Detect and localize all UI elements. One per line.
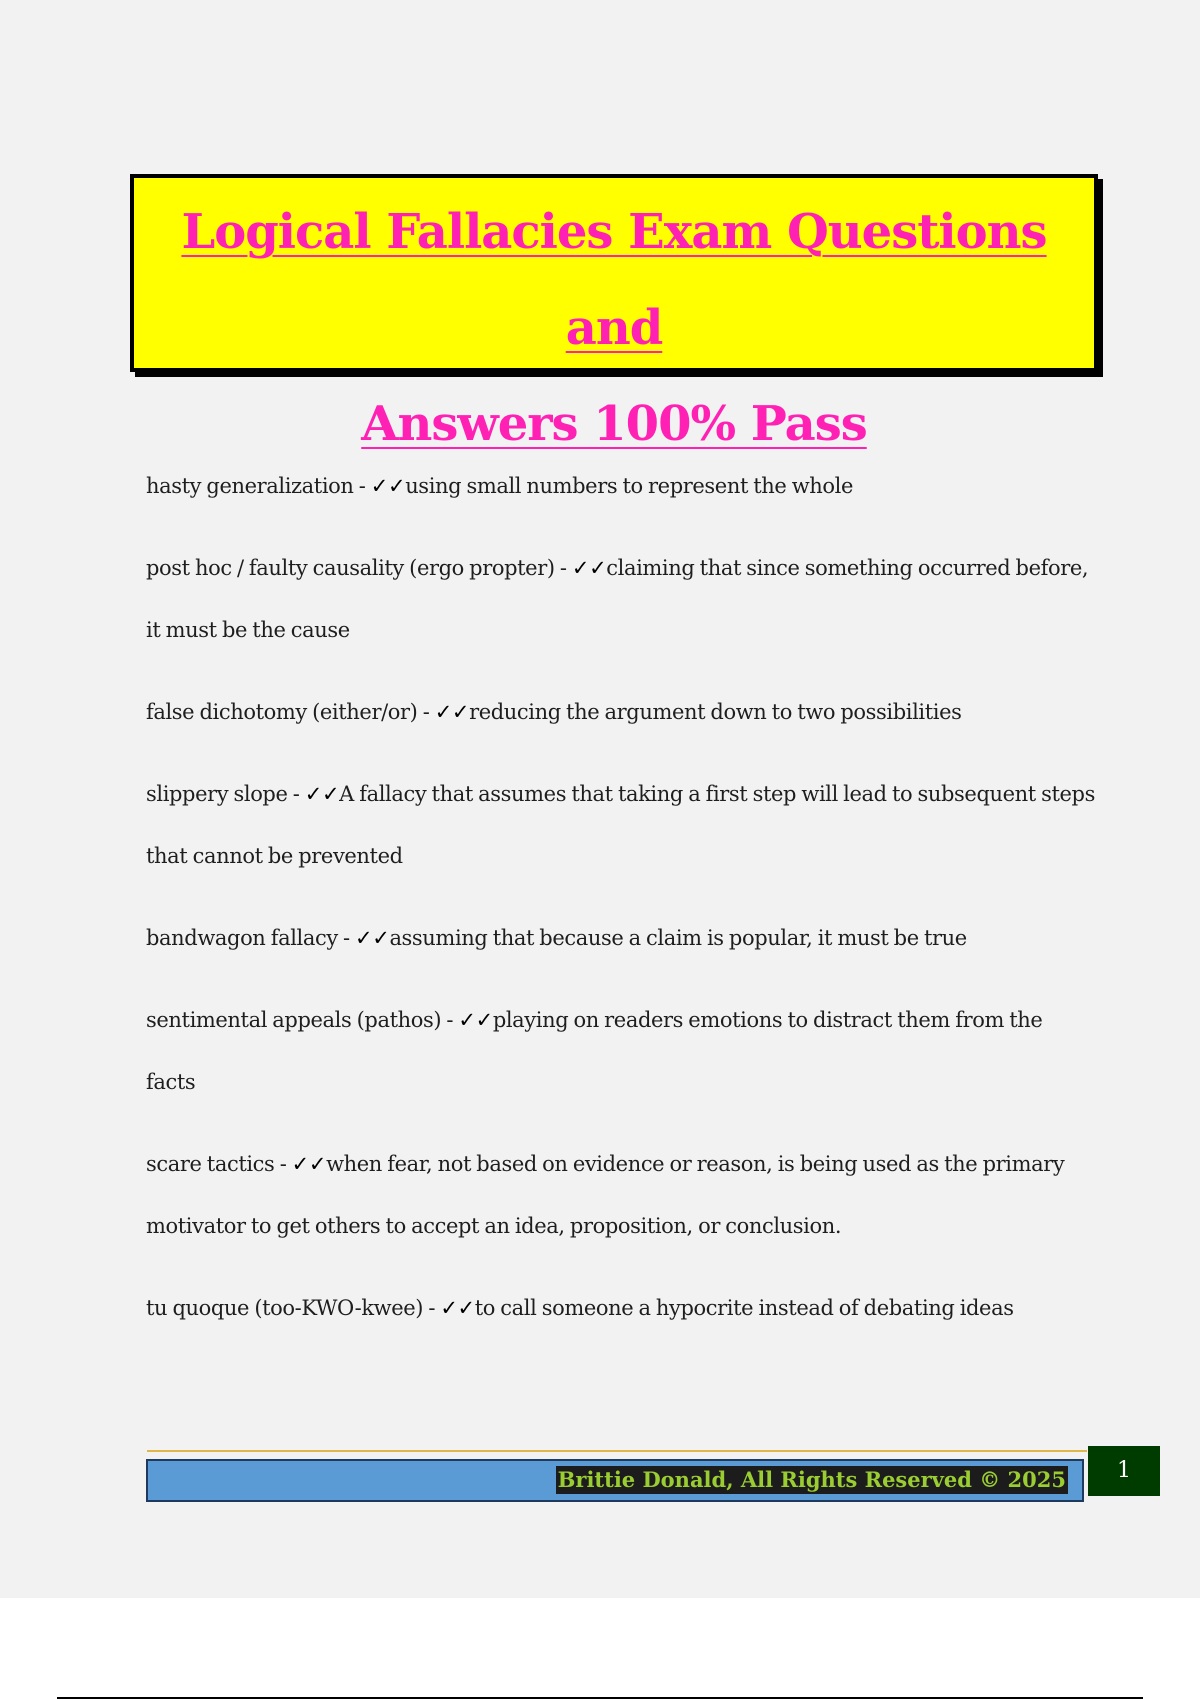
footer-divider: [147, 1450, 1087, 1452]
list-item: [146, 763, 1096, 887]
entry-definition: to call someone a hypocrite instead of debating ideas: [474, 1296, 1014, 1320]
list-item: [146, 989, 1096, 1113]
fallacy-list: [146, 455, 1096, 1359]
double-check-icon: ✓✓: [355, 926, 390, 950]
entry-definition: using small numbers to represent the whole: [405, 474, 854, 498]
double-check-icon: ✓✓: [440, 1296, 475, 1320]
list-item: [146, 537, 1096, 661]
entry-term: bandwagon fallacy -: [146, 926, 356, 950]
list-item: [146, 455, 1096, 517]
entry-definition: playing on readers emotions to distract them from the facts: [146, 1008, 1043, 1094]
entry-term: post hoc / faulty causality (ergo propter) -: [146, 556, 572, 580]
double-check-icon: ✓✓: [434, 700, 470, 724]
double-check-icon: ✓✓: [291, 1152, 327, 1176]
entry-term: hasty generalization -: [146, 474, 371, 498]
list-item: [146, 1133, 1096, 1257]
title-banner: [130, 174, 1098, 452]
double-check-icon: ✓✓: [370, 474, 406, 498]
footer-bar: [146, 1459, 1084, 1502]
page-number: 1: [1088, 1446, 1160, 1496]
entry-term: slippery slope -: [146, 782, 305, 806]
entry-definition: when fear, not based on evidence or reason, is being used as the primary motivator to get others to accept an idea, proposition, or conclusion.: [146, 1152, 1065, 1238]
list-item: [146, 907, 1096, 969]
list-item: [146, 1277, 1096, 1339]
entry-definition: reducing the argument down to two possibilities: [469, 700, 962, 724]
title-line-1: Logical Fallacies Exam Questions and: [181, 204, 1047, 356]
title-line-2: Answers 100% Pass: [361, 396, 867, 452]
list-item: [146, 681, 1096, 743]
entry-term: sentimental appeals (pathos) -: [146, 1008, 459, 1032]
entry-definition: claiming that since something occurred before, it must be the cause: [146, 556, 1089, 642]
entry-term: false dichotomy (either/or) -: [146, 700, 435, 724]
copyright-text: Brittie Donald, All Rights Reserved © 2025: [557, 1467, 1066, 1492]
entry-term: scare tactics -: [146, 1152, 292, 1176]
entry-term: tu quoque (too-KWO-kwee) -: [146, 1296, 441, 1320]
double-check-icon: ✓✓: [458, 1008, 493, 1032]
entry-definition: A fallacy that assumes that taking a first step will lead to subsequent steps that cannot be prevented: [146, 782, 1095, 868]
double-check-icon: ✓✓: [571, 556, 607, 580]
page-bottom-divider: [57, 1697, 1143, 1699]
entry-definition: assuming that because a claim is popular, it must be true: [389, 926, 967, 950]
double-check-icon: ✓✓: [304, 782, 340, 806]
